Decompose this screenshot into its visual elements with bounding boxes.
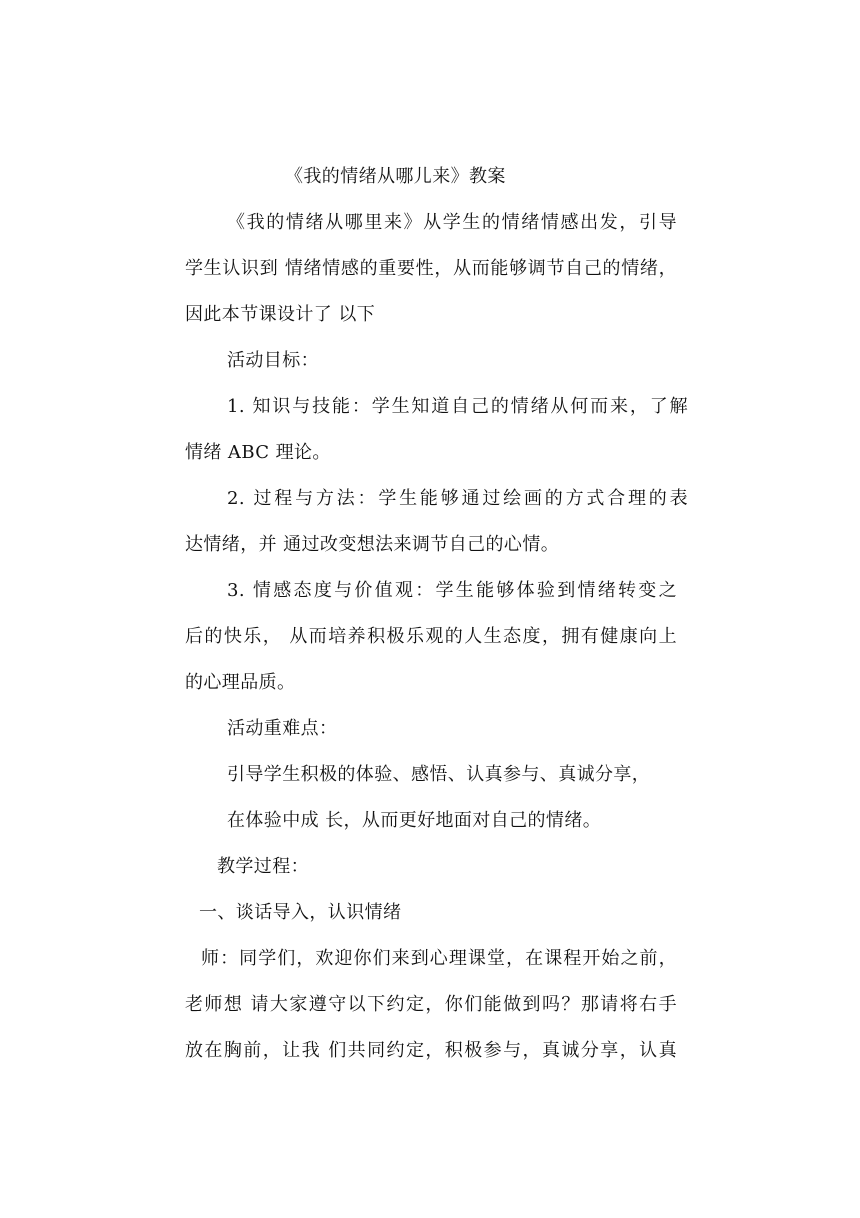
- objective-2-line-1: 2. 过程与方法：学生能够通过绘画的方式合理的表: [227, 488, 688, 509]
- intro-line-3: 因此本节课设计了 以下: [185, 304, 376, 325]
- objective-3-line-2: 后的快乐， 从而培养积极乐观的人生态度，拥有健康向上: [185, 626, 677, 647]
- key-points-heading: 活动重难点：: [227, 718, 338, 739]
- section-1-line-2: 老师想 请大家遵守以下约定，你们能做到吗？那请将右手: [185, 994, 677, 1015]
- section-1-heading: 一、谈话导入，认识情绪: [199, 902, 402, 923]
- key-points-line-1: 引导学生积极的体验、感悟、认真参与、真诚分享，: [227, 764, 651, 785]
- objective-3-line-1: 3. 情感态度与价值观：学生能够体验到情绪转变之: [227, 580, 677, 601]
- objective-3-line-3: 的心理品质。: [185, 672, 296, 693]
- objective-1-line-1: 1. 知识与技能：学生知道自己的情绪从何而来，了解: [227, 396, 688, 417]
- section-1-line-3: 放在胸前，让我 们共同约定，积极参与，真诚分享，认真: [185, 1040, 677, 1061]
- intro-line-2: 学生认识到 情绪情感的重要性，从而能够调节自己的情绪，: [185, 258, 677, 279]
- process-heading: 教学过程：: [217, 856, 309, 877]
- section-1-line-1: 师：同学们，欢迎你们来到心理课堂，在课程开始之前，: [201, 948, 677, 969]
- document-title: 《我的情绪从哪儿来》教案: [285, 166, 506, 187]
- objective-2-line-2: 达情绪，并 通过改变想法来调节自己的心情。: [185, 534, 560, 555]
- intro-line-1: 《我的情绪从哪里来》从学生的情绪情感出发，引导: [227, 212, 677, 233]
- key-points-line-2: 在体验中成 长，从而更好地面对自己的情绪。: [227, 810, 602, 831]
- objective-1-line-2: 情绪 ABC 理论。: [185, 442, 331, 463]
- objectives-heading: 活动目标：: [227, 350, 319, 371]
